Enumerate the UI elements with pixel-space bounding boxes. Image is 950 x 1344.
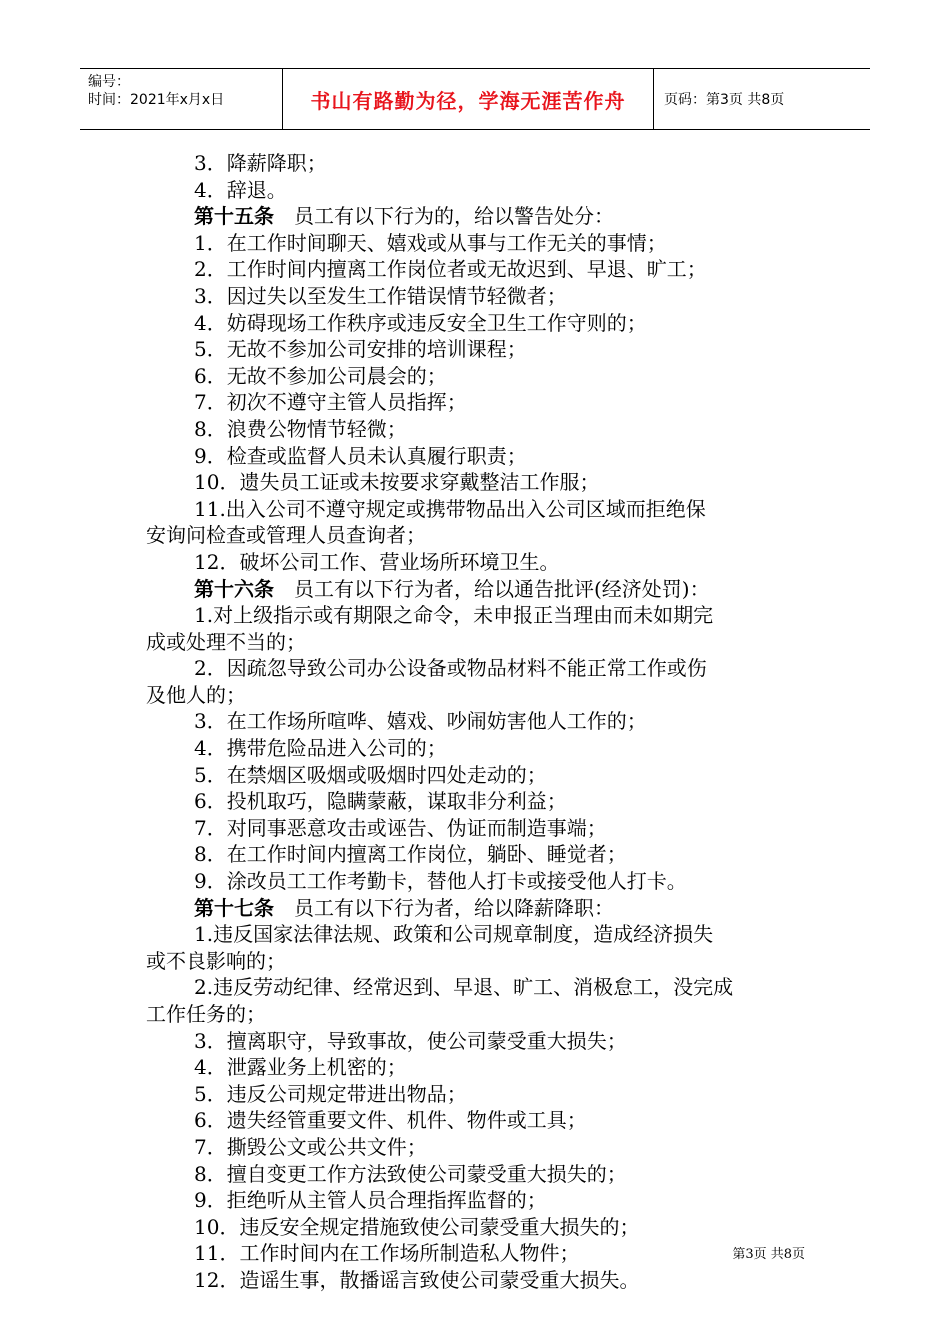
list-item: 5．违反公司规定带进出物品； xyxy=(194,1081,467,1106)
list-item: 5．在禁烟区吸烟或吸烟时四处走动的； xyxy=(194,762,547,787)
list-item: 11.出入公司不遵守规定或携带物品出入公司区域而拒绝保 xyxy=(194,496,706,521)
list-item-continued: 成或处理不当的； xyxy=(146,629,306,654)
list-item: 9．拒绝听从主管人员合理指挥监督的； xyxy=(194,1188,547,1213)
list-item: 9．涂改员工工作考勤卡，替他人打卡或接受他人打卡。 xyxy=(194,869,687,894)
article-text: 员工有以下行为者，给以通告批评(经济处罚)： xyxy=(274,576,710,601)
list-item: 4．辞退。 xyxy=(194,177,287,202)
list-item: 7．对同事恶意攻击或诬告、伪证而制造事端； xyxy=(194,815,607,840)
list-item: 3．因过失以至发生工作错误情节轻微者； xyxy=(194,283,567,308)
list-item-continued: 及他人的； xyxy=(146,682,246,707)
list-item: 1.对上级指示或有期限之命令，未申报正当理由而未如期完 xyxy=(194,603,714,628)
list-item: 4．妨碍现场工作秩序或违反安全卫生工作守则的； xyxy=(194,310,647,335)
list-item: 1.违反国家法律法规、政策和公司规章制度，造成经济损失 xyxy=(194,922,714,947)
list-item: 5．无故不参加公司安排的培训课程； xyxy=(194,337,527,362)
list-item: 6．投机取巧，隐瞒蒙蔽，谋取非分利益； xyxy=(194,789,567,814)
article-15 xyxy=(146,203,822,230)
list-item: 12．造谣生事，散播谣言致使公司蒙受重大损失。 xyxy=(194,1267,640,1292)
list-item: 10．违反安全规定措施致使公司蒙受重大损失的； xyxy=(194,1214,640,1239)
list-item: 4．携带危险品进入公司的； xyxy=(194,736,447,761)
article-title: 第十六条 xyxy=(194,576,274,601)
article-17 xyxy=(146,895,822,922)
list-item: 7．撕毁公文或公共文件； xyxy=(194,1134,427,1159)
article-16 xyxy=(146,576,822,603)
document-body xyxy=(146,150,822,1294)
article-title: 第十五条 xyxy=(194,204,274,229)
article-title: 第十七条 xyxy=(194,895,274,920)
list-item: 2.违反劳动纪律、经常迟到、早退、旷工、消极怠工，没完成 xyxy=(194,975,734,1000)
list-item: 1．在工作时间聊天、嬉戏或从事与工作无关的事情； xyxy=(194,230,667,255)
list-item: 6．遗失经管重要文件、机件、物件或工具； xyxy=(194,1108,587,1133)
list-item: 2．因疏忽导致公司办公设备或物品材料不能正常工作或伤 xyxy=(194,656,707,681)
article-text: 员工有以下行为的，给以警告处分： xyxy=(274,204,614,229)
list-item: 3．在工作场所喧哗、嬉戏、吵闹妨害他人工作的； xyxy=(194,709,647,734)
list-item: 8．浪费公物情节轻微； xyxy=(194,416,407,441)
document-number-label: 编号： xyxy=(88,74,130,90)
list-item: 6．无故不参加公司晨会的； xyxy=(194,363,447,388)
list-item-continued: 安询问检查或管理人员查询者； xyxy=(146,523,426,548)
list-item-continued: 或不良影响的； xyxy=(146,948,286,973)
list-item: 11．工作时间内在工作场所制造私人物件； xyxy=(194,1241,580,1266)
list-item: 7．初次不遵守主管人员指挥； xyxy=(194,390,467,415)
list-item: 10．遗失员工证或未按要求穿戴整洁工作服； xyxy=(194,470,600,495)
list-item: 3．降薪降职； xyxy=(194,151,327,175)
list-item: 3．擅离职守，导致事故，使公司蒙受重大损失； xyxy=(194,1028,627,1053)
list-item-continued: 工作任务的； xyxy=(146,1002,266,1026)
list-item: 12．破坏公司工作、营业场所环境卫生。 xyxy=(194,549,560,574)
article-text: 员工有以下行为者，给以降薪降职： xyxy=(274,895,614,920)
header-motto: 书山有路勤为径，学海无涯苦作舟 xyxy=(282,69,654,129)
list-item: 8．擅自变更工作方法致使公司蒙受重大损失的； xyxy=(194,1161,627,1186)
page-header xyxy=(80,68,870,130)
list-item: 9．检查或监督人员未认真履行职责； xyxy=(194,443,527,468)
page-footer: 第3页 共8页 xyxy=(732,1247,805,1262)
list-item: 4．泄露业务上机密的； xyxy=(194,1055,407,1080)
header-meta xyxy=(80,69,282,129)
document-date-label: 时间：2021年x月x日 xyxy=(88,92,225,108)
header-page-info: 页码：第3页 共8页 xyxy=(664,92,785,108)
list-item: 8．在工作时间内擅离工作岗位，躺卧、睡觉者； xyxy=(194,842,627,867)
list-item: 2．工作时间内擅离工作岗位者或无故迟到、早退、旷工； xyxy=(194,257,707,282)
